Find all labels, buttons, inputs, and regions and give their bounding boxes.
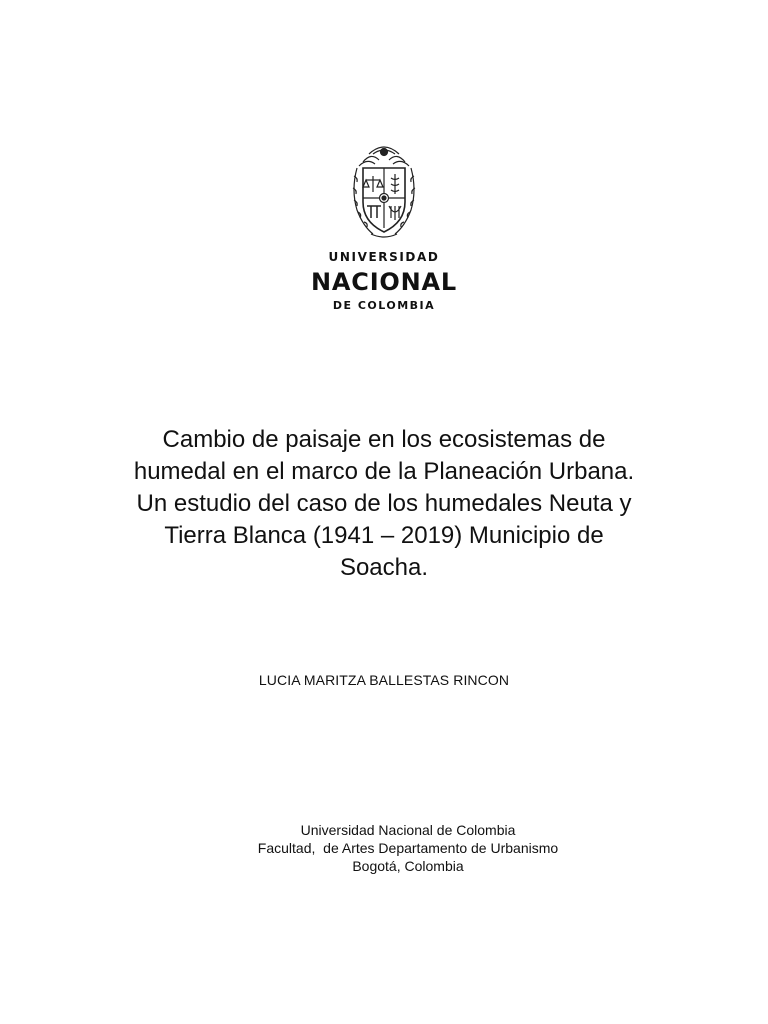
author-name: LUCIA MARITZA BALLESTAS RINCON <box>258 672 510 688</box>
title-line: humedal en el marco de la Planeación Urbana. <box>133 458 635 485</box>
logo-line-universidad: UNIVERSIDAD <box>328 250 440 264</box>
title-line: Soacha. <box>339 554 429 581</box>
title-line: Un estudio del caso de los humedales Neuta y <box>136 490 632 517</box>
university-logo <box>0 140 768 312</box>
affiliation-block <box>240 821 576 875</box>
affiliation-university: Universidad Nacional de Colombia <box>300 822 516 838</box>
affiliation-location: Bogotá, Colombia <box>352 858 464 874</box>
thesis-title <box>110 424 658 584</box>
affiliation-faculty: Facultad, de Artes Departamento de Urbanismo <box>257 840 559 856</box>
title-line: Cambio de paisaje en los ecosistemas de <box>162 426 606 453</box>
title-line: Tierra Blanca (1941 – 2019) Municipio de <box>164 522 604 549</box>
coat-of-arms-icon <box>349 140 419 242</box>
logo-line-de-colombia: DE COLOMBIA <box>332 299 436 312</box>
logo-line-nacional: NACIONAL <box>311 268 457 296</box>
